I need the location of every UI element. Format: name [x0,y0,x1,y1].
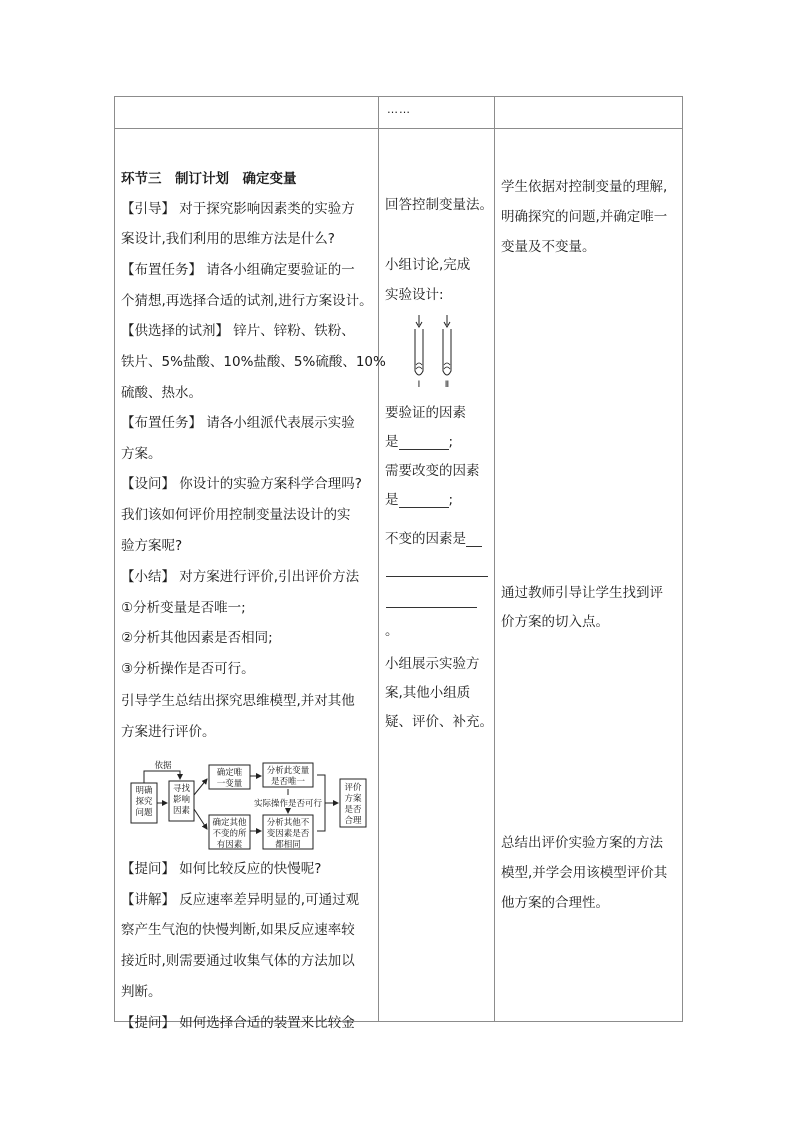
teacher-line [121,1015,376,1031]
verify-factor-blank: 是 ; [385,434,454,450]
blank-3 [466,534,482,547]
student-discuss-2: 实验设计: [385,287,444,303]
diagram-clarify-2: 探究 [135,797,153,807]
teacher-line: ①分析变量是否唯一; [121,600,246,616]
diagram-unique-2: 一变量 [216,779,243,789]
teacher-line: 个猜想,再选择合适的试剂,进行方案设计。 [121,293,373,309]
lesson-plan-table [114,96,683,1031]
intent-p3-2: 模型,并学会用该模型评价其 [501,865,668,881]
diagram-other-1: 确定其他 [212,818,247,828]
teacher-line: 方案。 [121,446,162,462]
teacher-line [121,892,376,908]
teacher-line [121,415,376,431]
diagram-same-3: 都相同 [275,840,301,850]
diagram-clarify-1: 明确 [135,786,153,796]
teacher-activity-cell [115,129,386,1031]
test-tubes-figure [407,313,467,393]
teacher-line: 方案进行评价。 [121,724,216,740]
table-row-main [115,129,683,1022]
tag-text: 锌片、锌粉、铁粉、 [229,323,355,339]
student-discuss-1: 小组讨论,完成 [385,257,471,273]
tube-label-2: Ⅱ [444,380,450,390]
top-cell-intent [495,97,683,129]
blank-1 [399,437,449,450]
diagram-same-2: 变因素是否 [266,829,310,839]
student-activity-cell [379,129,495,1022]
tag-label: 【布置任务】 [121,415,202,431]
table-row-top [115,97,683,129]
group-show-2: 案,其他小组质 [385,685,471,701]
diagram-find-3: 因素 [172,806,191,816]
intent-p1-3: 变量及不变量。 [501,239,596,255]
teacher-line: 铁片、5%盐酸、10%盐酸、5%硫酸、10% [121,354,386,370]
teacher-line: 察产生气泡的快慢判断,如果反应速率较 [121,922,355,938]
top-cell-teacher [115,97,379,129]
tag-text: 你设计的实验方案科学合理吗? [175,476,362,492]
teacher-line: 我们该如何评价用控制变量法设计的实 [121,507,351,523]
tag-text: 如何选择合适的装置来比较金 [175,1015,355,1031]
teacher-line: ②分析其他因素是否相同; [121,630,273,646]
teacher-line [121,201,376,217]
tag-text: 反应速率差异明显的,可通过观 [175,892,360,908]
diagram-basis-label: 依据 [154,761,172,771]
blank-2 [399,495,449,508]
tag-label: 【布置任务】 [121,262,202,278]
blank-line-1 [386,576,488,577]
tag-label: 【设问】 [121,476,175,492]
teacher-line: 验方案呢? [121,538,183,554]
tag-label: 【引导】 [121,201,175,217]
tag-label: 【供选择的试剂】 [121,323,229,339]
group-show-3: 疑、评价、补充。 [385,714,493,730]
test-tube-2 [443,329,451,375]
inquiry-model-diagram [125,759,375,851]
blank-line-2 [386,607,477,608]
diagram-analyze-unique-1: 分析此变量 [266,766,310,776]
teacher-line: 案设计,我们利用的思维方法是什么? [121,231,335,247]
intent-p2-1: 通过教师引导让学生找到评 [501,585,663,601]
teacher-line: 硫酸、热水。 [121,385,202,401]
tag-label: 【提问】 [121,1015,175,1031]
diagram-other-2: 不变的所 [212,829,247,839]
diagram-evaluate-1: 评价 [344,783,362,793]
group-show-1: 小组展示实验方 [385,656,480,672]
tube-label-1: Ⅰ [417,380,421,390]
diagram-feasible: 实际操作是否可行 [253,799,323,809]
student-answer: 回答控制变量法。 [385,197,493,213]
change-factor-label: 需要改变的因素 [385,463,480,479]
period-mark: 。 [385,623,399,639]
section-heading: 环节三 制订计划 确定变量 [121,171,297,187]
teacher-line [121,262,376,278]
teacher-line [121,569,376,585]
diagram-find-2: 影响 [172,795,191,805]
change-factor-blank: 是 ; [385,492,454,508]
diagram-evaluate-3: 是否 [344,805,362,815]
diagram-analyze-unique-2: 是否唯一 [270,777,306,787]
tag-text: 对于探究影响因素类的实验方 [175,201,355,217]
diagram-clarify-3: 问题 [135,808,153,818]
tag-text: 请各小组派代表展示实验 [202,415,355,431]
intent-p3-3: 他方案的合理性。 [501,895,609,911]
tag-text: 对方案进行评价,引出评价方法 [175,569,360,585]
teacher-line [121,861,376,877]
teacher-line: 引导学生总结出探究思维模型,并对其他 [121,693,355,709]
tag-label: 【讲解】 [121,892,175,908]
tag-text: 如何比较反应的快慢呢? [175,861,322,877]
diagram-unique-1: 确定唯 [216,768,243,778]
tag-label: 【小结】 [121,569,175,585]
design-intent-cell [495,129,683,1022]
intent-p1-2: 明确探究的问题,并确定唯一 [501,209,668,225]
teacher-line [121,323,376,339]
intent-p3-1: 总结出评价实验方案的方法 [501,835,663,851]
intent-p1-1: 学生依据对控制变量的理解, [501,179,668,195]
teacher-line: 接近时,则需要通过收集气体的方法加以 [121,953,355,969]
teacher-line: ③分析操作是否可行。 [121,661,255,677]
diagram-same-1: 分析其他不 [266,818,310,828]
verify-factor-label: 要验证的因素 [385,405,466,421]
diagram-find-1: 寻找 [172,784,191,794]
teacher-line: 判断。 [121,984,162,1000]
diagram-evaluate-4: 合理 [344,816,362,826]
tag-label: 【提问】 [121,861,175,877]
ellipsis-text: …… [387,103,411,116]
diagram-evaluate-2: 方案 [344,794,362,804]
tag-text: 请各小组确定要验证的一 [202,262,355,278]
test-tube-1 [415,329,423,375]
intent-p2-2: 价方案的切入点。 [501,614,609,630]
diagram-other-3: 有因素 [216,840,243,850]
teacher-line [121,476,376,492]
constant-factor-label: 不变的因素是 [385,531,492,547]
top-cell-student [379,97,495,129]
